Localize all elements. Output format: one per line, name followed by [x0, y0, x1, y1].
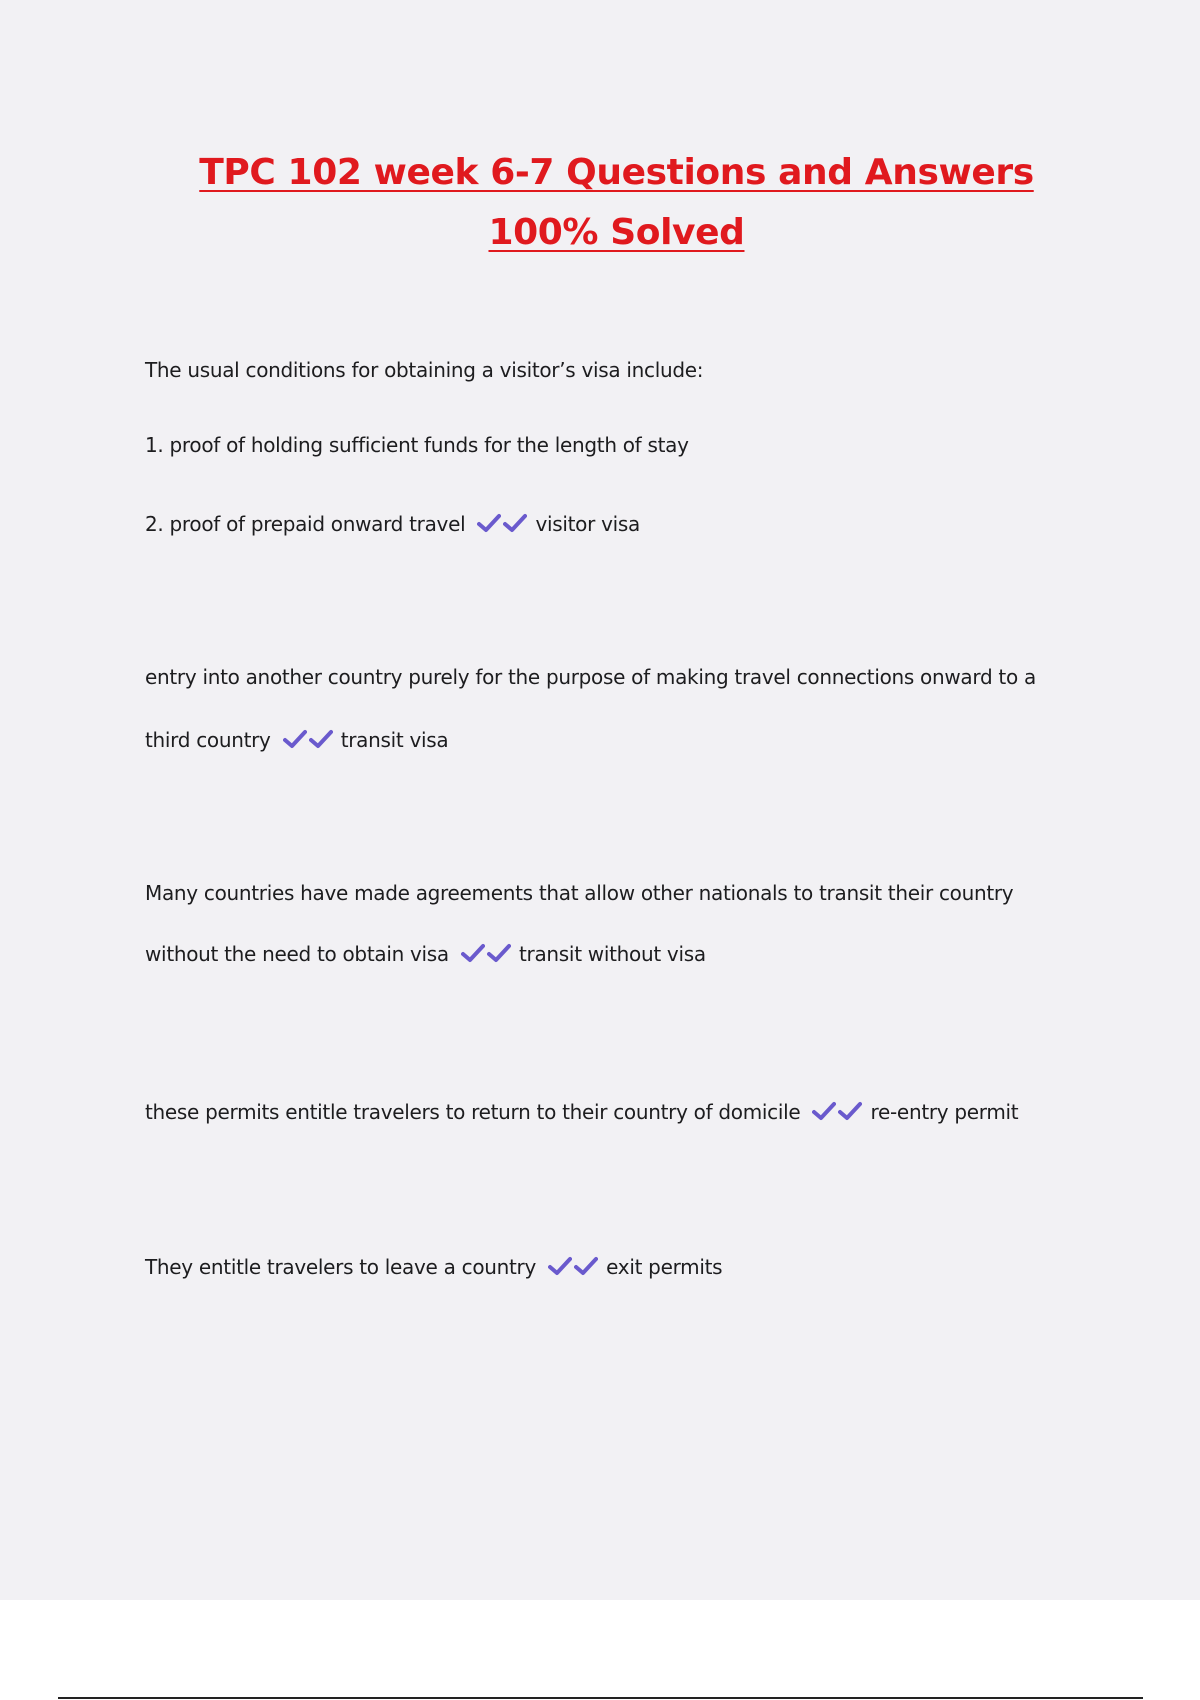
question-intro	[145, 355, 1075, 385]
checkmark-icon	[503, 512, 527, 534]
question-condition-1	[145, 430, 1075, 460]
question-text: 1. proof of holding sufficient funds for the length of stay	[145, 433, 689, 457]
checkmark-icon	[838, 1100, 862, 1122]
page-divider	[58, 1697, 1143, 1699]
answer-text: transit without visa	[519, 942, 706, 966]
question-text: They entitle travelers to leave a country	[145, 1255, 537, 1279]
answer-text: transit visa	[340, 728, 449, 752]
checkmark-icon	[487, 942, 511, 964]
checkmark-icon	[461, 942, 485, 964]
question-condition-2	[145, 509, 1075, 539]
question-twov-line-1	[145, 878, 1075, 908]
title-line-2: 100% Solved	[488, 212, 745, 253]
question-text: without the need to obtain visa	[145, 942, 449, 966]
checkmark-icon	[812, 1100, 836, 1122]
checkmark-icon	[574, 1255, 598, 1277]
document-title	[100, 143, 1133, 263]
checkmark-icon	[548, 1255, 572, 1277]
answer-text: exit permits	[606, 1255, 723, 1279]
question-twov-line-2	[145, 939, 1075, 969]
question-reentry	[145, 1097, 1075, 1127]
answer-text: re-entry permit	[870, 1100, 1019, 1124]
question-text: entry into another country purely for the purpose of making travel connections onward to a	[145, 665, 1036, 689]
title-line-1: TPC 102 week 6-7 Questions and Answers	[199, 152, 1034, 193]
question-text: third country	[145, 728, 271, 752]
answer-text: visitor visa	[535, 512, 640, 536]
question-transit-line-2	[145, 725, 1075, 755]
checkmark-icon	[283, 728, 307, 750]
question-text: 2. proof of prepaid onward travel	[145, 512, 466, 536]
question-transit-line-1	[145, 662, 1075, 692]
question-text: The usual conditions for obtaining a visitor’s visa include:	[145, 358, 704, 382]
checkmark-icon	[477, 512, 501, 534]
question-text: these permits entitle travelers to return to their country of domicile	[145, 1100, 801, 1124]
checkmark-icon	[309, 728, 333, 750]
question-exit	[145, 1252, 1075, 1282]
question-text: Many countries have made agreements that allow other nationals to transit their country	[145, 881, 1014, 905]
